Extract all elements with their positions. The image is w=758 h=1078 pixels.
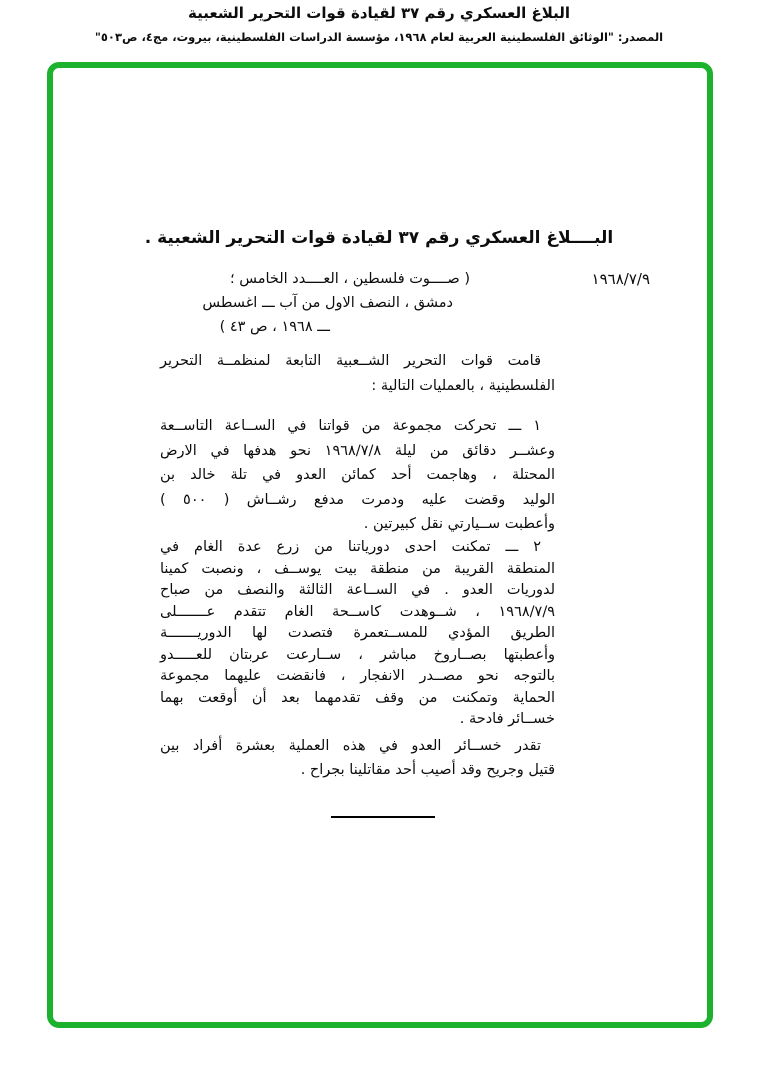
body-line: المحتلة ، وهاجمت أحد كمائن العدو في تلة خالد بن [160,467,555,483]
separator-rule [331,816,435,818]
citation-line-1: ( صــــوت فلسطين ، العــــدد الخامس ؛ [229,271,470,287]
paragraph-casualties [160,734,555,782]
body-line: المنطقة القريبة من منطقة بيت يوســف ، ونصبت كمينا [160,560,555,577]
body-line: وأعطبتها بصــاروخ مباشر ، ســارعت عربتان للعـــــدو [160,646,555,663]
header-title: البلاغ العسكري رقم ٣٧ لقيادة قوات التحرير الشعبية [188,4,570,22]
body-line: وعشــر دقائق من ليلة ١٩٦٨/٧/٨ نحو هدفها في الارض [160,442,555,459]
citation-line-2: دمشق ، النصف الاول من آب ـــ اغسطس [202,295,453,311]
body-line: الفلسطينية ، بالعمليات التالية : [371,378,555,394]
body-line: ١٩٦٨/٧/٩ ، شــوهدت كاســحة الغام تتقدم عـــــــلى [160,603,555,620]
citation-line-3: ـــ ١٩٦٨ ، ص ٤٣ ) [219,319,330,335]
body-line: الطريق المؤدي للمســتعمرة فتصدت لها الدوريـــــــة [160,625,555,641]
body-line: تقدر خســائر العدو في هذه العملية بعشرة أفراد بين [160,738,541,754]
paragraph-operation-1 [160,414,555,537]
body-line: لدوريات العدو . في الســاعة الثالثة والنصف من صباح [160,582,555,598]
header-source-citation: المصدر: "الوثائق الفلسطينية العربية لعام ١٩٦٨، مؤسسة الدراسات الفلسطينية، بيروت، مج٤، ص٥٠٣" [94,30,664,44]
body-line: قامت قوات التحرير الشــعبية التابعة لمنظمــة التحرير [160,353,541,369]
paragraph-operation-2 [160,537,555,731]
body-line: وأعطبت ســيارتي نقل كبيرتين . [363,516,555,532]
body-line: الحماية وتمكنت من وقف تقدمهما بعد أن أوقعت بهما [160,689,555,706]
body-line: قتيل وجريح وقد أصيب أحد مقاتلينا بجراح . [300,762,555,778]
document-title: البــــلاغ العسكري رقم ٣٧ لقيادة قوات التحرير الشعبية . [144,228,614,248]
body-line: ٢ ـــ تمكنت احدى دورياتنا من زرع عدة الغام في [160,539,541,555]
body-line: الوليد وقضت عليه ودمرت مدفع رشــاش ( ٥٠٠ ) [160,491,555,508]
body-line: بالتوجه نحو مصــدر الانفجار ، فانقضت عليهما مجموعة [160,668,555,684]
body-line: خســائر فادحة . [459,711,555,727]
document-date: ١٩٦٨/٧/٩ [591,270,650,288]
paragraph-intro [160,349,555,399]
body-line: ١ ـــ تحركت مجموعة من قواتنا في الســاعة التاســعة [160,418,541,434]
